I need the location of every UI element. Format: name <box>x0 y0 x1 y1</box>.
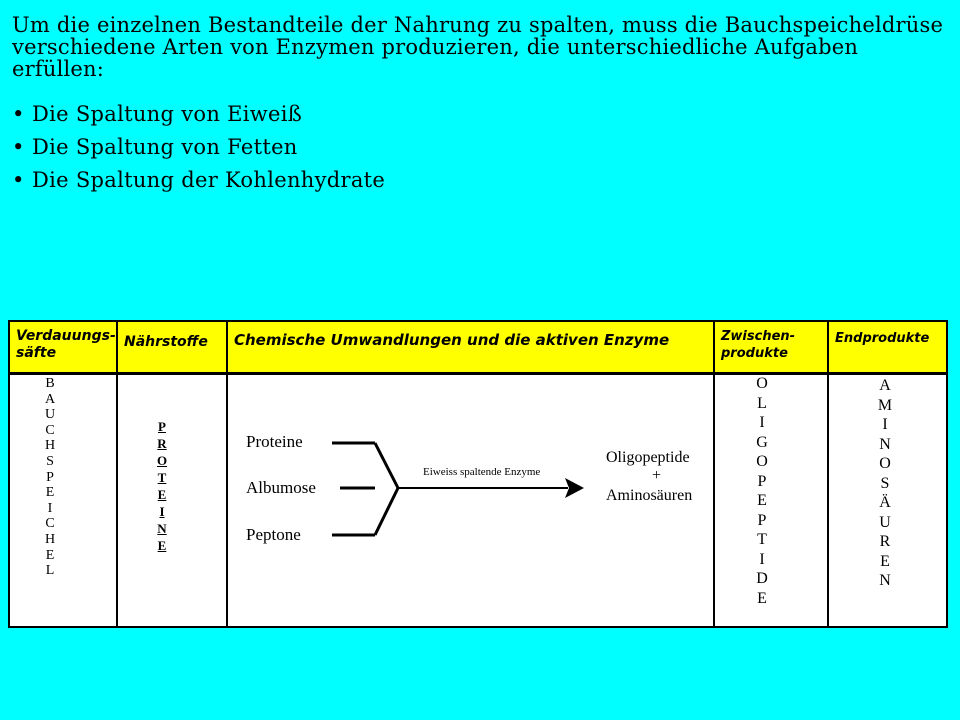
letter: S <box>46 453 54 469</box>
column-divider <box>226 372 228 626</box>
vertical-word-aminosaeuren <box>873 376 897 591</box>
input-label: Proteine <box>246 432 303 451</box>
letter: N <box>157 521 167 536</box>
letter: N <box>879 435 891 453</box>
header-naehrstoffe: Nährstoffe <box>118 322 228 372</box>
enzyme-label: Eiweiss spaltende Enzyme <box>423 466 541 478</box>
letter: P <box>158 419 166 434</box>
output-label: Oligopeptide <box>606 449 690 466</box>
letter: O <box>756 453 768 470</box>
output-plus: + <box>652 467 662 484</box>
letter: P <box>46 469 54 485</box>
vertical-word-oligopeptide <box>750 374 774 608</box>
letter: O <box>156 453 168 468</box>
letter: U <box>44 407 56 423</box>
bullet-text: Die Spaltung von Eiweiß <box>32 102 303 126</box>
letter: I <box>47 500 53 516</box>
letter: I <box>882 416 888 433</box>
column-divider <box>116 372 118 626</box>
vertical-word-proteine <box>150 418 174 554</box>
letter: E <box>45 547 55 563</box>
header-zwischenprodukte: Zwischen- produkte <box>715 322 829 372</box>
letter: E <box>157 538 167 553</box>
input-label: Peptone <box>246 525 301 544</box>
letter: G <box>756 433 768 451</box>
letter: M <box>877 396 893 414</box>
letter: I <box>159 504 165 519</box>
letter: L <box>45 563 55 579</box>
header-endprodukte: Endprodukte <box>829 322 946 372</box>
letter: U <box>879 513 891 531</box>
header-divider <box>10 372 946 375</box>
letter: R <box>879 533 891 550</box>
letter: O <box>756 375 768 392</box>
bullet-item <box>12 164 385 197</box>
bullet-item <box>12 131 385 164</box>
letter: H <box>44 531 56 547</box>
letter: T <box>757 531 767 548</box>
merge-bracket <box>375 443 398 535</box>
letter: P <box>757 511 767 529</box>
digestion-table <box>8 320 948 628</box>
input-label: Albumose <box>246 478 316 497</box>
bullet-glyph: • <box>12 135 25 159</box>
letter: E <box>757 589 767 607</box>
bullet-glyph: • <box>12 168 25 192</box>
letter: T <box>157 470 167 485</box>
letter: C <box>45 422 55 438</box>
bullet-text: Die Spaltung der Kohlenhydrate <box>32 168 386 192</box>
letter: A <box>879 377 891 394</box>
bullet-item <box>12 98 385 131</box>
letter: D <box>756 570 768 587</box>
intro-paragraph: Um die einzelnen Bestandteile der Nahrung zu spalten, muss die Bauchspeicheldrüse verschiedene Arten von Enzymen produzieren, die unterschiedliche Aufgaben erfüllen: <box>12 13 944 81</box>
letter: H <box>44 438 56 454</box>
bullet-list <box>12 98 385 197</box>
vertical-word-bauchspeichel <box>38 376 62 579</box>
output-label: Aminosäuren <box>606 487 693 504</box>
header-verdauungssaefte: Verdauungs- säfte <box>10 322 118 372</box>
letter: S <box>880 474 890 492</box>
column-divider <box>713 372 715 626</box>
header-umwandlungen: Chemische Umwandlungen und die aktiven Enzyme <box>228 322 715 372</box>
letter: L <box>757 394 767 412</box>
conversion-diagram <box>240 418 710 558</box>
letter: P <box>757 472 767 490</box>
letter: E <box>757 492 767 509</box>
letter: O <box>879 455 891 472</box>
column-divider <box>827 372 829 626</box>
bullet-text: Die Spaltung von Fetten <box>32 135 298 159</box>
letter: I <box>759 414 765 431</box>
letter: N <box>879 572 891 589</box>
letter: Ä <box>879 494 891 511</box>
letter: E <box>45 485 55 501</box>
letter: B <box>45 376 55 391</box>
letter: E <box>157 487 167 502</box>
letter: E <box>880 552 890 570</box>
letter: A <box>44 391 56 407</box>
letter: R <box>157 436 167 451</box>
bullet-glyph: • <box>12 102 25 126</box>
letter: C <box>45 516 55 532</box>
letter: I <box>759 550 765 568</box>
